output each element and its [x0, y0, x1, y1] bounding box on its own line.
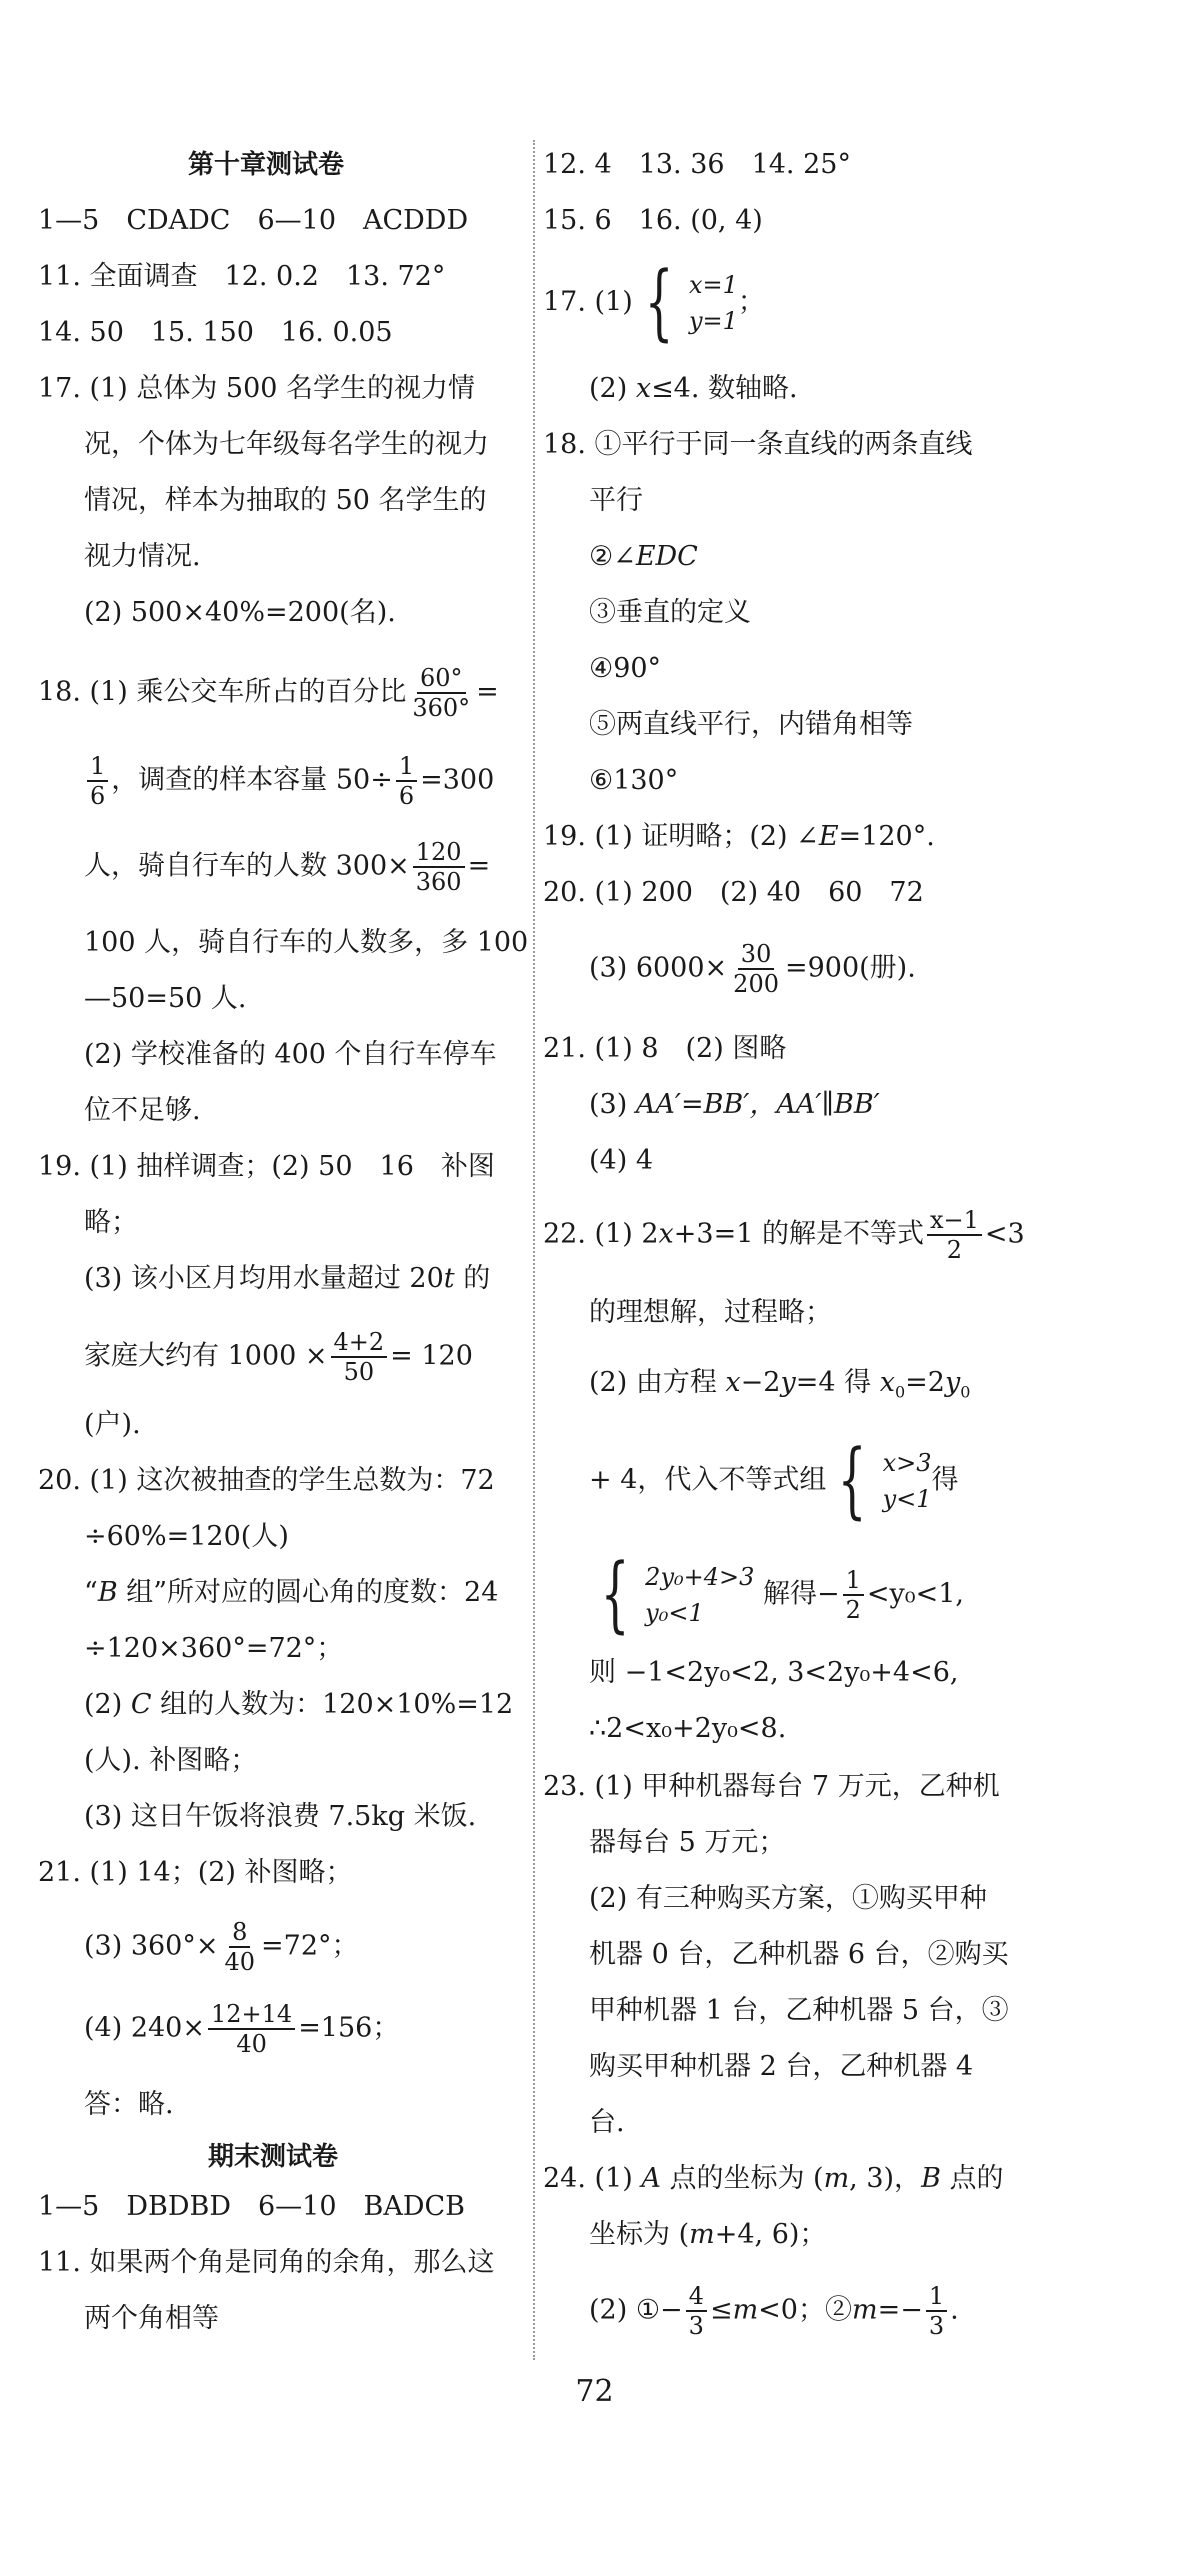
answer-line: 答：略.	[84, 2089, 174, 2120]
numerator: 1	[87, 752, 108, 782]
text: =2	[905, 1367, 945, 1398]
answer-line	[543, 1206, 1025, 1264]
answer-line: 11. 全面调查 12. 0.2 13. 72°	[38, 261, 446, 292]
answer-line: 11. 如果两个角是同角的余角，那么这	[38, 2247, 495, 2278]
text: ，调查的样本容量 50÷	[111, 764, 393, 796]
text: (2)	[84, 1689, 131, 1720]
answer-line: 20. (1) 这次被抽查的学生总数为：72	[38, 1465, 495, 1496]
numerator: 12+14	[208, 2000, 295, 2030]
text: ②∠	[589, 541, 636, 572]
numerator: 4	[686, 2282, 707, 2312]
answer-line: 则 −1<2y₀<2, 3<2y₀+4<6,	[589, 1657, 959, 1688]
text: 24. (1)	[543, 2163, 642, 2194]
brace-icon: {	[838, 1433, 867, 1528]
page-number: 72	[575, 2374, 614, 2409]
answer-line: ∴2<x₀+2y₀<8.	[589, 1713, 787, 1744]
equation-system	[633, 255, 738, 350]
inequality-system	[826, 1433, 932, 1528]
answer-line: 23. (1) 甲种机器每台 7 万元，乙种机	[543, 1771, 1000, 1802]
answer-line: 平行	[589, 485, 643, 516]
numerator: 8	[229, 1918, 250, 1948]
text: (3) 该小区月均用水量超过 20	[84, 1263, 444, 1294]
answer-line	[589, 1088, 880, 1122]
text: .	[950, 2294, 959, 2326]
answer-line	[84, 1262, 490, 1296]
fraction	[843, 1566, 864, 1624]
numerator: 4+2	[331, 1328, 388, 1358]
denominator: 6	[398, 782, 415, 810]
fraction	[208, 2000, 295, 2058]
answer-line: 购买甲种机器 2 台，乙种机器 4	[589, 2051, 974, 2082]
text: 组”所对应的圆心角的度数：24	[117, 1577, 499, 1608]
fraction	[87, 752, 108, 810]
denominator: 3	[928, 2312, 945, 2340]
text: =−	[877, 2294, 923, 2326]
text: “	[84, 1577, 98, 1608]
text: 解得−	[762, 1578, 840, 1610]
answer-line	[589, 2282, 959, 2340]
fraction	[331, 1328, 388, 1386]
answer-line	[589, 1433, 959, 1528]
answer-line	[84, 752, 494, 810]
variable: B	[921, 2163, 941, 2194]
text: (4) 240×	[84, 2012, 205, 2044]
answer-line: 14. 50 15. 150 16. 0.05	[38, 317, 393, 348]
answer-line: —50=50 人.	[84, 983, 247, 1014]
denominator: 40	[224, 1948, 256, 1976]
text: (2) ①−	[589, 2294, 683, 2326]
answer-line	[84, 838, 490, 896]
text: −2	[740, 1367, 781, 1398]
denominator: 360°	[412, 694, 471, 722]
text: 19. (1) 证明略；(2) ∠	[543, 821, 819, 852]
variable: m	[689, 2219, 715, 2250]
answer-line: (2) 学校准备的 400 个自行车停车	[84, 1039, 497, 1070]
text: +3=1 的解是不等式	[673, 1218, 924, 1250]
denominator: 40	[236, 2030, 267, 2058]
inequality-system	[589, 1547, 755, 1642]
answer-line	[543, 2162, 1004, 2196]
text: (3) 360°×	[84, 1930, 219, 1962]
variable: m	[823, 2163, 850, 2194]
numerator: 120	[413, 838, 465, 868]
answer-line: 机器 0 台，乙种机器 6 台，②购买	[589, 1939, 1009, 1970]
text: 点的	[940, 2163, 1004, 2194]
answer-line	[84, 1918, 359, 1976]
answer-line: 况，个体为七年级每名学生的视力	[84, 429, 489, 460]
text: ≤	[709, 2294, 733, 2326]
answer-line	[589, 540, 698, 574]
variable: x	[635, 373, 652, 404]
answer-line: 15. 6 16. (0, 4)	[543, 205, 763, 236]
denominator: 3	[688, 2312, 704, 2340]
answer-line: (2) 有三种购买方案，①购买甲种	[589, 1883, 987, 1914]
variable: C	[130, 1689, 152, 1720]
answer-line	[589, 2218, 826, 2252]
text: <y₀<1,	[866, 1578, 964, 1610]
answer-line	[589, 372, 798, 406]
variable: x	[725, 1367, 741, 1398]
brace-icon: {	[600, 1547, 630, 1642]
numerator: 30	[738, 940, 775, 970]
answer-line: ③垂直的定义	[589, 597, 751, 628]
fraction	[926, 2282, 947, 2340]
variable: A	[641, 2163, 661, 2194]
fraction	[686, 2282, 707, 2340]
variable: AA′=BB′，AA′∥BB′	[635, 1089, 880, 1120]
denominator: 200	[733, 970, 779, 998]
variable: t	[443, 1263, 455, 1294]
text: =900(册).	[784, 952, 916, 984]
text: 得	[931, 1464, 959, 1496]
numerator: x−1	[927, 1206, 982, 1236]
system-row: 2y₀+4>3	[645, 1563, 755, 1591]
variable: m	[732, 2294, 759, 2326]
answer-line: (人). 补图略；	[84, 1745, 258, 1776]
answer-line: 两个角相等	[84, 2303, 219, 2334]
numerator: 1	[926, 2282, 947, 2312]
answer-line: (3) 这日午饭将浪费 7.5kg 米饭.	[84, 1801, 477, 1832]
denominator: 50	[343, 1358, 375, 1386]
text: 的	[454, 1263, 491, 1294]
answer-line	[543, 255, 765, 350]
denominator: 2	[946, 1236, 963, 1264]
numerator: 60°	[417, 664, 466, 694]
answer-line: 1—5 DBDBD 6—10 BADCB	[38, 2191, 466, 2222]
answer-line: ⑥130°	[589, 765, 679, 796]
column-divider	[533, 140, 535, 2360]
answer-line: 20. (1) 200 (2) 40 60 72	[543, 877, 924, 908]
variable: x	[879, 1367, 895, 1398]
answer-line	[589, 940, 916, 998]
denominator: 6	[90, 782, 106, 810]
text: =156；	[298, 2012, 400, 2044]
answer-line: 位不足够.	[84, 1095, 201, 1126]
answer-line: 17. (1) 总体为 500 名学生的视力情	[38, 373, 476, 404]
variable: m	[851, 2294, 878, 2326]
text: 组的人数为：120×10%=12	[151, 1689, 514, 1720]
chapter10-test-title: 第十章测试卷	[188, 150, 345, 180]
answer-line: 甲种机器 1 台，乙种机器 5 台，③	[589, 1995, 1009, 2026]
text: =	[476, 676, 499, 708]
answer-line: 器每台 5 万元；	[589, 1827, 786, 1858]
answer-line	[84, 2000, 399, 2058]
text: ；	[737, 286, 765, 318]
answer-line: 21. (1) 8 (2) 图略	[543, 1033, 787, 1064]
answer-line: (2) 500×40%=200(名).	[84, 597, 396, 628]
system-row: y<1	[882, 1485, 932, 1513]
answer-line	[84, 1328, 473, 1386]
text: 家庭大约有 1000 ×	[84, 1340, 328, 1372]
system-row: y₀<1	[645, 1599, 704, 1627]
text: <3	[984, 1218, 1025, 1250]
subscript: 0	[960, 1382, 971, 1402]
text: , 3)，	[849, 2163, 922, 2194]
answer-line: (4) 4	[589, 1145, 654, 1176]
answer-line: 19. (1) 抽样调查；(2) 50 16 补图	[38, 1151, 495, 1182]
answer-line	[84, 1576, 498, 1610]
text: =300	[420, 764, 495, 796]
text: (3)	[589, 1089, 636, 1120]
answer-line: ④90°	[589, 653, 662, 684]
variable: E	[818, 821, 839, 852]
answer-line: ⑤两直线平行，内错角相等	[589, 709, 913, 740]
variable: y	[944, 1367, 961, 1398]
brace-icon: {	[644, 255, 674, 350]
fraction	[409, 664, 473, 722]
denominator: 360	[415, 868, 462, 896]
text: =	[467, 850, 491, 882]
text: (2)	[589, 373, 636, 404]
answer-line: 台.	[589, 2107, 625, 2138]
answer-line	[543, 820, 935, 854]
text: 人，骑自行车的人数 300×	[84, 850, 410, 882]
fraction	[413, 838, 465, 896]
text: =120°.	[838, 821, 935, 852]
text: 坐标为 (	[589, 2219, 690, 2250]
variable: y	[780, 1367, 796, 1398]
variable: B	[97, 1577, 118, 1608]
text: (2) 由方程	[589, 1367, 726, 1398]
text: 点的坐标为 (	[660, 2163, 824, 2194]
fraction	[730, 940, 782, 998]
answer-line: 情况，样本为抽取的 50 名学生的	[84, 485, 487, 516]
system-row: y=1	[688, 307, 738, 335]
final-test-title: 期末测试卷	[208, 2142, 339, 2172]
answer-line	[589, 1547, 964, 1642]
answer-line: 12. 4 13. 36 14. 25°	[543, 149, 851, 180]
answer-line: ÷120×360°=72°；	[84, 1633, 344, 1664]
text: <0；②	[758, 2294, 852, 2326]
answer-line: (户).	[84, 1409, 141, 1440]
text: (3) 6000×	[589, 952, 728, 984]
variable: x	[658, 1218, 674, 1250]
variable: EDC	[635, 541, 698, 572]
text: =4 得	[795, 1367, 880, 1398]
text: +4, 6)；	[714, 2219, 827, 2250]
fraction	[396, 752, 417, 810]
text: 22. (1) 2	[543, 1218, 659, 1250]
answer-line: 100 人，骑自行车的人数多，多 100	[84, 927, 529, 958]
text: = 120	[390, 1340, 473, 1372]
text: 17. (1)	[543, 286, 633, 318]
answer-line: ÷60%=120(人)	[84, 1521, 289, 1552]
text: 18. (1) 乘公交车所占的百分比	[38, 676, 407, 708]
subscript: 0	[894, 1382, 906, 1402]
numerator: 1	[396, 752, 417, 782]
answer-line: 的理想解，过程略；	[589, 1297, 832, 1328]
answer-line	[84, 1688, 513, 1722]
system-row: x>3	[882, 1449, 932, 1477]
answer-line: 略；	[84, 1207, 138, 1238]
answer-line	[38, 664, 499, 722]
text: =72°；	[261, 1930, 359, 1962]
fraction	[222, 1918, 259, 1976]
denominator: 2	[845, 1596, 861, 1624]
fraction	[927, 1206, 982, 1264]
answer-line	[589, 1366, 970, 1409]
answer-line: 视力情况.	[84, 541, 201, 572]
numerator: 1	[843, 1566, 864, 1596]
text: + 4，代入不等式组	[589, 1464, 827, 1496]
answer-line: 1—5 CDADC 6—10 ACDDD	[38, 205, 469, 236]
system-row: x=1	[688, 271, 738, 299]
answer-line: 18. ①平行于同一条直线的两条直线	[543, 429, 973, 460]
text: ≤4. 数轴略.	[651, 373, 798, 404]
answer-line: 21. (1) 14；(2) 补图略；	[38, 1857, 353, 1888]
